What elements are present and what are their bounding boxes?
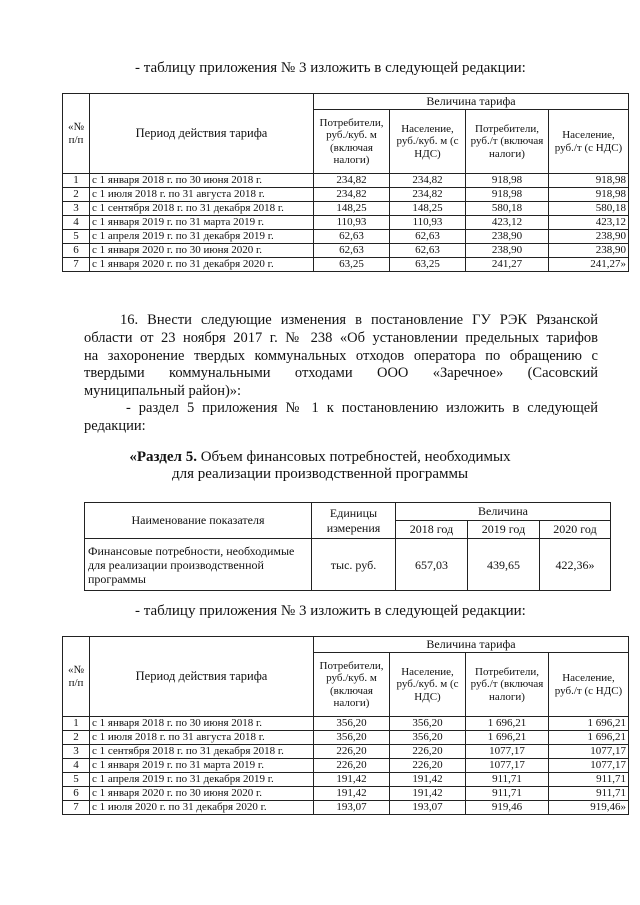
row-number: 3 [63, 202, 90, 216]
row-value-2: 226,20 [390, 759, 466, 773]
row-value-1: 110,93 [314, 216, 390, 230]
tariff-table-1 [62, 93, 629, 272]
row-value-3: 919,46 [466, 801, 549, 815]
section-5-title-rest: Объем финансовых потребностей, необходимых [196, 449, 511, 465]
row-value-4: 238,90 [549, 230, 629, 244]
row-value-2: 356,20 [390, 731, 466, 745]
row-value-1: 234,82 [314, 174, 390, 188]
paragraph-16-body [84, 330, 598, 435]
row-value-3: 918,98 [466, 174, 549, 188]
table-row [63, 216, 629, 230]
header-value: Величина [396, 503, 611, 521]
para-line: 16. Внести следующие изменения в постановление ГУ РЭК Рязанской [120, 312, 598, 328]
header-col-consumers-m3: Потребители, руб./куб. м (включая налоги) [314, 653, 390, 717]
row-number: 5 [63, 230, 90, 244]
section-5-prefix: «Раздел 5. [129, 449, 197, 465]
row-value-2020: 422,36» [540, 539, 611, 591]
row-value-4: 238,90 [549, 244, 629, 258]
table-row [63, 731, 629, 745]
table-row [63, 759, 629, 773]
table-row [63, 787, 629, 801]
row-indicator-name: Финансовые потребности, необходимые для реализации производственной программы [85, 539, 312, 591]
tariff-table-2 [62, 636, 629, 815]
row-value-1: 148,25 [314, 202, 390, 216]
row-value-1: 191,42 [314, 787, 390, 801]
row-value-1: 62,63 [314, 230, 390, 244]
header-year-2020: 2020 год [540, 521, 611, 539]
row-value-3: 423,12 [466, 216, 549, 230]
section-5-title [0, 449, 640, 466]
row-value-2: 148,25 [390, 202, 466, 216]
row-value-3: 911,71 [466, 773, 549, 787]
row-period: с 1 января 2020 г. по 30 июня 2020 г. [90, 787, 314, 801]
para-line: на захоронение твердых коммунальных отходов оператора по обращению с [84, 347, 598, 364]
row-number: 7 [63, 801, 90, 815]
row-number: 7 [63, 258, 90, 272]
header-col-consumers-m3: Потребители, руб./куб. м (включая налоги) [314, 110, 390, 174]
intro-line-1: - таблицу приложения № 3 изложить в следующей редакции: [135, 60, 526, 76]
tariff-table-2-body [63, 717, 629, 815]
row-value-4: 241,27» [549, 258, 629, 272]
header-indicator-name: Наименование показателя [85, 503, 312, 539]
para-line: - раздел 5 приложения № 1 к постановлению изложить в следующей [126, 400, 598, 416]
row-value-4: 911,71 [549, 773, 629, 787]
table-row [63, 188, 629, 202]
row-period: с 1 июля 2018 г. по 31 августа 2018 г. [90, 731, 314, 745]
row-value-4: 911,71 [549, 787, 629, 801]
row-value-1: 356,20 [314, 717, 390, 731]
row-value-3: 1 696,21 [466, 731, 549, 745]
row-number: 1 [63, 717, 90, 731]
row-value-4: 918,98 [549, 174, 629, 188]
para-line: области от 23 ноября 2017 г. № 238 «Об установлении предельных тарифов [84, 330, 598, 346]
row-value-4: 1 696,21 [549, 731, 629, 745]
row-value-2: 62,63 [390, 230, 466, 244]
row-value-4: 1077,17 [549, 745, 629, 759]
row-number: 3 [63, 745, 90, 759]
row-value-2: 63,25 [390, 258, 466, 272]
header-col-population-m3: Население, руб./куб. м (с НДС) [390, 110, 466, 174]
row-units: тыс. руб. [312, 539, 396, 591]
header-col-population-t: Население, руб./т (с НДС) [549, 110, 629, 174]
financial-needs-table [84, 502, 611, 591]
row-value-4: 1077,17 [549, 759, 629, 773]
row-value-1: 226,20 [314, 745, 390, 759]
row-value-2: 356,20 [390, 717, 466, 731]
para-line: редакции: [84, 417, 146, 434]
row-value-2: 193,07 [390, 801, 466, 815]
row-number: 5 [63, 773, 90, 787]
header-tariff-group: Величина тарифа [314, 637, 629, 653]
row-value-1: 62,63 [314, 244, 390, 258]
row-value-3: 1077,17 [466, 745, 549, 759]
row-value-3: 1 696,21 [466, 717, 549, 731]
row-value-3: 580,18 [466, 202, 549, 216]
row-value-1: 63,25 [314, 258, 390, 272]
row-value-2: 191,42 [390, 773, 466, 787]
row-value-2019: 439,65 [468, 539, 540, 591]
header-col-population-m3: Население, руб./куб. м (с НДС) [390, 653, 466, 717]
table-row [63, 258, 629, 272]
para-line: твердыми коммунальными отходами ООО «Заречное» (Сасовский [84, 365, 598, 381]
row-value-2: 110,93 [390, 216, 466, 230]
table-row [63, 174, 629, 188]
row-number: 6 [63, 244, 90, 258]
section-5-title-line-2: для реализации производственной программы [171, 466, 469, 482]
table-row [63, 230, 629, 244]
row-value-4: 580,18 [549, 202, 629, 216]
row-period: с 1 апреля 2019 г. по 31 декабря 2019 г. [90, 773, 314, 787]
row-value-4: 1 696,21 [549, 717, 629, 731]
header-period: Период действия тарифа [90, 637, 314, 717]
row-value-3: 911,71 [466, 787, 549, 801]
row-period: с 1 сентября 2018 г. по 31 декабря 2018 г. [90, 202, 314, 216]
row-value-3: 238,90 [466, 230, 549, 244]
table-row [63, 244, 629, 258]
row-number: 4 [63, 216, 90, 230]
row-period: с 1 июля 2020 г. по 31 декабря 2020 г. [90, 801, 314, 815]
row-value-2: 62,63 [390, 244, 466, 258]
row-period: с 1 января 2020 г. по 30 июня 2020 г. [90, 244, 314, 258]
row-value-4: 423,12 [549, 216, 629, 230]
header-col-consumers-t: Потребители, руб./т (включая налоги) [466, 653, 549, 717]
row-number: 1 [63, 174, 90, 188]
row-value-2: 234,82 [390, 188, 466, 202]
row-value-2018: 657,03 [396, 539, 468, 591]
table-row [63, 745, 629, 759]
row-period: с 1 января 2019 г. по 31 марта 2019 г. [90, 216, 314, 230]
table-row [63, 202, 629, 216]
para-line: муниципальный район)»: [84, 382, 242, 399]
row-period: с 1 января 2018 г. по 30 июня 2018 г. [90, 717, 314, 731]
row-value-2: 191,42 [390, 787, 466, 801]
row-number: 2 [63, 188, 90, 202]
row-value-1: 356,20 [314, 731, 390, 745]
row-number: 2 [63, 731, 90, 745]
table-row [85, 539, 611, 591]
header-col-population-t: Население, руб./т (с НДС) [549, 653, 629, 717]
row-value-3: 241,27 [466, 258, 549, 272]
row-value-4: 919,46» [549, 801, 629, 815]
row-value-3: 918,98 [466, 188, 549, 202]
row-number: 6 [63, 787, 90, 801]
header-period: Период действия тарифа [90, 94, 314, 174]
header-number: «№ п/п [63, 637, 90, 717]
row-period: с 1 апреля 2019 г. по 31 декабря 2019 г. [90, 230, 314, 244]
row-value-2: 234,82 [390, 174, 466, 188]
row-period: с 1 января 2020 г. по 31 декабря 2020 г. [90, 258, 314, 272]
row-period: с 1 июля 2018 г. по 31 августа 2018 г. [90, 188, 314, 202]
row-value-3: 238,90 [466, 244, 549, 258]
table-row [63, 801, 629, 815]
header-units: Единицы измерения [312, 503, 396, 539]
header-tariff-group: Величина тарифа [314, 94, 629, 110]
tariff-table-1-body [63, 174, 629, 272]
row-period: с 1 января 2018 г. по 30 июня 2018 г. [90, 174, 314, 188]
header-year-2018: 2018 год [396, 521, 468, 539]
row-period: с 1 января 2019 г. по 31 марта 2019 г. [90, 759, 314, 773]
row-value-3: 1077,17 [466, 759, 549, 773]
row-value-4: 918,98 [549, 188, 629, 202]
header-year-2019: 2019 год [468, 521, 540, 539]
header-col-consumers-t: Потребители, руб./т (включая налоги) [466, 110, 549, 174]
table-row [63, 717, 629, 731]
paragraph-16 [84, 312, 598, 330]
row-number: 4 [63, 759, 90, 773]
table-row [63, 773, 629, 787]
header-number: «№ п/п [63, 94, 90, 174]
row-value-1: 193,07 [314, 801, 390, 815]
row-period: с 1 сентября 2018 г. по 31 декабря 2018 г. [90, 745, 314, 759]
intro-line-2: - таблицу приложения № 3 изложить в следующей редакции: [135, 603, 526, 619]
row-value-1: 234,82 [314, 188, 390, 202]
row-value-1: 226,20 [314, 759, 390, 773]
row-value-1: 191,42 [314, 773, 390, 787]
row-value-2: 226,20 [390, 745, 466, 759]
